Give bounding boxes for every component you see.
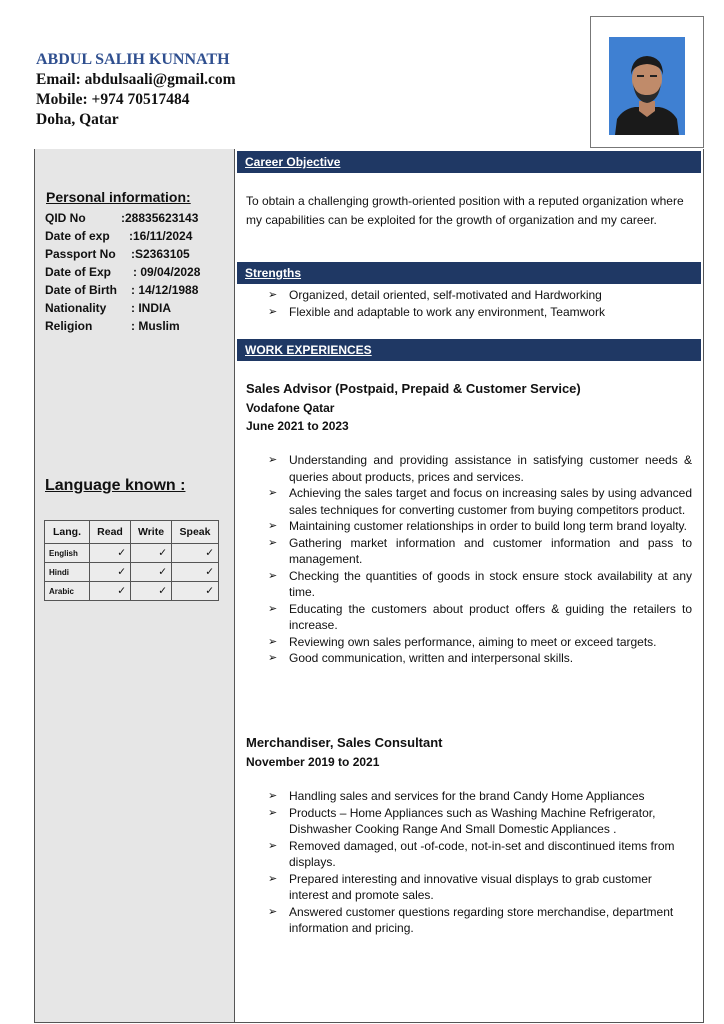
email-line: Email: abdulsaali@gmail.com [36, 71, 236, 88]
personal-info-row: Passport No :S2363105 [45, 247, 190, 261]
mobile-line: Mobile: +974 70517484 [36, 91, 190, 108]
personal-info-row: Date of Birth : 14/12/1988 [45, 283, 199, 297]
list-item: ➢ Achieving the sales target and focus on increasing sales by using advanced sales techniques for converting customer from buying competitors product. [268, 485, 692, 518]
check-icon: ✓ [90, 544, 131, 563]
check-icon: ✓ [131, 563, 172, 582]
list-item: ➢ Answered customer questions regarding store merchandise, department information and pricing. [268, 904, 692, 937]
sidebar [34, 149, 235, 1023]
personal-info-row: Nationality : INDIA [45, 301, 171, 315]
language-name: Hindi [45, 563, 90, 582]
check-icon: ✓ [90, 563, 131, 582]
list-item: ➢ Maintaining customer relationships in order to build long term brand loyalty. [268, 518, 692, 535]
job-title: Sales Advisor (Postpaid, Prepaid & Customer Service) [246, 381, 581, 396]
personal-info-list [45, 209, 201, 335]
languages-table [44, 520, 219, 601]
list-item: ➢ Understanding and providing assistance in satisfying customer needs & queries about products, prices and services. [268, 452, 692, 485]
table-header-row [45, 521, 219, 544]
resume-header [36, 50, 236, 130]
career-objective-text: To obtain a challenging growth-oriented position with a reputed organization where my capabilities can be exploited for the growth of organization and my career. [246, 194, 684, 227]
column-header: Write [131, 521, 172, 544]
check-icon: ✓ [131, 582, 172, 601]
language-name: Arabic [45, 582, 90, 601]
job-duties-list [268, 452, 692, 667]
list-item: ➢ Reviewing own sales performance, aiming to meet or exceed targets. [268, 634, 692, 651]
check-icon: ✓ [172, 582, 219, 601]
table-row [45, 544, 219, 563]
personal-info-title: Personal information: [46, 189, 191, 205]
check-icon: ✓ [131, 544, 172, 563]
work-experience-heading: WORK EXPERIENCES [237, 339, 701, 361]
personal-info-row: Date of exp :16/11/2024 [45, 229, 193, 243]
location-line: Doha, Qatar [36, 111, 119, 128]
personal-info-row: Religion : Muslim [45, 319, 180, 333]
candidate-name: ABDUL SALIH KUNNATH [36, 51, 230, 68]
photo-frame [590, 16, 704, 148]
list-item: ➢ Educating the customers about product offers & guiding the retailers to increase. [268, 601, 692, 634]
career-objective-heading: Career Objective [237, 151, 701, 173]
check-icon: ✓ [172, 544, 219, 563]
languages-title: Language known : [45, 477, 186, 494]
list-item: ➢ Checking the quantities of goods in stock ensure stock availability at any time. [268, 568, 692, 601]
check-icon: ✓ [172, 563, 219, 582]
personal-info-row: Date of Exp : 09/04/2028 [45, 265, 201, 279]
personal-info-row: QID No :28835623143 [45, 211, 199, 225]
job-period: June 2021 to 2023 [246, 419, 349, 433]
job-period: November 2019 to 2021 [246, 755, 380, 769]
list-item: ➢ Gathering market information and customer information and pass to management. [268, 535, 692, 568]
list-item: ➢ Products – Home Appliances such as Washing Machine Refrigerator, Dishwasher Cooking Range And Small Domestic Appliances . [268, 805, 692, 838]
check-icon: ✓ [90, 582, 131, 601]
profile-photo [609, 37, 685, 135]
language-name: English [45, 544, 90, 563]
column-header: Lang. [45, 521, 90, 544]
strengths-list [268, 287, 688, 320]
list-item: ➢ Prepared interesting and innovative visual displays to grab customer interest and promote sales. [268, 871, 692, 904]
strengths-heading: Strengths [237, 262, 701, 284]
list-item: ➢ Organized, detail oriented, self-motivated and Hardworking [268, 287, 688, 304]
list-item: ➢ Handling sales and services for the brand Candy Home Appliances [268, 788, 692, 805]
job-title: Merchandiser, Sales Consultant [246, 735, 443, 750]
main-border [703, 149, 704, 1023]
list-item: ➢ Good communication, written and interpersonal skills. [268, 650, 692, 667]
page-border-bottom [34, 1022, 704, 1023]
column-header: Speak [172, 521, 219, 544]
table-row [45, 582, 219, 601]
list-item: ➢ Removed damaged, out -of-code, not-in-set and discontinued items from displays. [268, 838, 692, 871]
job-company: Vodafone Qatar [246, 401, 335, 415]
column-header: Read [90, 521, 131, 544]
job-duties-list [268, 788, 692, 937]
table-row [45, 563, 219, 582]
list-item: ➢ Flexible and adaptable to work any environment, Teamwork [268, 304, 688, 321]
